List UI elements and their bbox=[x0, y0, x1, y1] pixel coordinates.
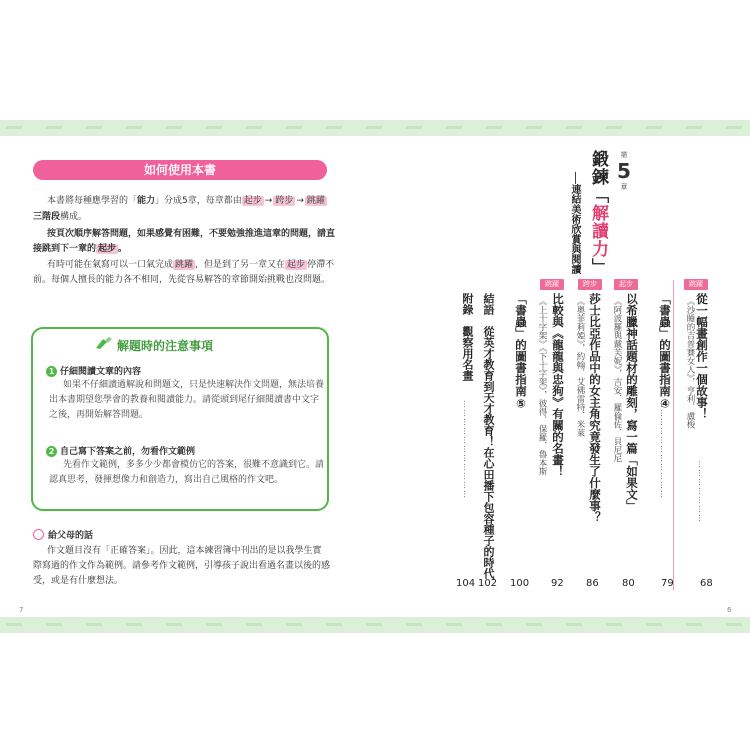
chapter-subtitle: ──連結美術欣賞與閱讀 bbox=[569, 172, 580, 275]
tips-title: 解題時的注意事項 bbox=[117, 339, 214, 353]
pencil-note-icon bbox=[95, 336, 113, 350]
chapter-number-block bbox=[612, 150, 636, 192]
tip-1-line: 之後，再開始解答問題。 bbox=[49, 410, 149, 420]
intro-paragraph bbox=[47, 194, 337, 209]
section-divider bbox=[673, 280, 674, 590]
note-line-1 bbox=[47, 258, 337, 273]
intro-text-a: 本書將每種應學習的「 bbox=[47, 196, 138, 206]
leader-dots: …………………………… bbox=[462, 400, 471, 499]
tip-2-heading bbox=[46, 444, 195, 457]
parents-title: 給父母的話 bbox=[48, 531, 94, 541]
chapter-zhang: 章 bbox=[620, 183, 628, 191]
step-tag: 跨步 bbox=[578, 279, 602, 290]
intro-text-e: 構成。 bbox=[60, 212, 88, 222]
step-label-1: 起步 bbox=[243, 196, 262, 206]
tip-1-title: 仔細閱讀文章的內容 bbox=[60, 367, 142, 377]
toc-page-number: 79 bbox=[661, 578, 674, 589]
toc-page-number: 104 bbox=[456, 578, 476, 589]
toc-page-number: 102 bbox=[478, 578, 498, 589]
chapter-number: 5 bbox=[617, 159, 631, 183]
toc-page-number: 80 bbox=[622, 578, 635, 589]
toc-page-number: 100 bbox=[510, 578, 530, 589]
step-tag: 跳躍 bbox=[540, 279, 564, 290]
rule-line-2 bbox=[33, 242, 333, 257]
tip-1-number: 1 bbox=[46, 366, 57, 377]
toc-page-number: 92 bbox=[551, 578, 564, 589]
toc-entry-title: 從一幅畫創作一個故事！ bbox=[695, 293, 709, 420]
toc-entry-title: 附錄 觀察用名畫 bbox=[461, 293, 474, 381]
intro-text-c: 」分成5章，每章都由 bbox=[155, 196, 242, 206]
chapter-title-b: 」 bbox=[588, 258, 608, 276]
toc-entry-title: 結語 從英才教育到天才教育！在心田播下包容種子的時代 bbox=[482, 293, 495, 579]
note-text-c: 停滯不 bbox=[307, 260, 335, 270]
left-page-number: 7 bbox=[19, 606, 24, 614]
toc-entry-title: 以希臘神話題材的雕刻，寫一篇「如果文」 bbox=[625, 293, 639, 512]
tip-2-title: 自己寫下答案之前，勿看作文範例 bbox=[60, 447, 196, 457]
parents-line: 作文題目沒有「正確答案」。因此，這本練習簿中刊出的是以我學生實 bbox=[47, 546, 322, 556]
note-step-jump: 跳躍 bbox=[175, 260, 194, 270]
tip-2-number: 2 bbox=[46, 446, 57, 457]
rule-step-label: 起步 bbox=[98, 244, 117, 254]
top-decorative-band bbox=[0, 120, 750, 136]
arrow-icon: → bbox=[264, 196, 273, 206]
note-text-a: 有時可能在氣寫可以一口氣完成 bbox=[47, 260, 174, 270]
step-label-3: 跳躍 bbox=[306, 196, 325, 206]
chapter-title bbox=[586, 150, 611, 276]
tips-box bbox=[31, 327, 329, 511]
toc-entry-subtitle: 《阿波羅與戴芙妮》，吉安．羅倫佐．貝尼尼 bbox=[612, 297, 622, 463]
note-step-start: 起步 bbox=[287, 260, 306, 270]
parents-line: 受，或是有什麼想法。 bbox=[33, 576, 124, 586]
toc-entry-title: 「書蟲」的圖書指南④ bbox=[658, 293, 672, 411]
toc-entry-title: 比較與《龍龍與忠狗》有關的名畫！ bbox=[551, 293, 565, 477]
toc-entry-subtitle: 《奧菲莉婭》，約翰．艾佛雷特．米萊 bbox=[575, 297, 585, 438]
chapter-title-highlight: 解讀力 bbox=[588, 204, 608, 258]
step-tag: 跳躍 bbox=[684, 279, 708, 290]
tip-2-body bbox=[49, 458, 325, 488]
tip-2-line: 認真思考，發揮想像力和創造力，寫出自己風格的作文吧。 bbox=[49, 475, 284, 485]
tip-1-line: 如果不仔細讀過解說和問題文，只是快速解決作文問題，無法培養 bbox=[63, 380, 325, 390]
tip-1-heading bbox=[46, 364, 141, 377]
note-text-b: ，但是到了另一章又在 bbox=[195, 260, 286, 270]
step-label-2: 跨步 bbox=[275, 196, 294, 206]
howto-title: 如何使用本書 bbox=[33, 160, 327, 180]
toc-entry-title: 莎士比亞作品中的女主角究竟發生了什麼事？ bbox=[588, 293, 602, 523]
arrow-icon: → bbox=[296, 196, 304, 206]
leader-dots: …………………………… bbox=[659, 400, 668, 499]
right-page-number: 6 bbox=[727, 606, 732, 614]
tip-1-body bbox=[49, 378, 325, 423]
intro-paragraph-2 bbox=[33, 210, 333, 225]
toc-entry-subtitle: 《上十字架》《下十字架》，彼得．保羅．魯本斯 bbox=[537, 297, 547, 476]
rule-line-1: 按頁次順序解答問題，如果感覺有困難，不要勉強推進這章的問題，請直 bbox=[47, 229, 336, 239]
tip-2-line: 先看作文範例，多多少少都會模仿它的答案，很難不意識到它。請 bbox=[63, 460, 325, 470]
rule-text-b: 接跳到下一章的 bbox=[33, 244, 97, 254]
chapter-di: 第 bbox=[620, 151, 628, 159]
toc-entry-title: 「書蟲」的圖書指南⑤ bbox=[514, 293, 528, 411]
leader-dots: ………………… bbox=[697, 460, 706, 523]
tip-1-line: 出本書期望您學會的教養和閱讀能力。請從頭到尾仔細閱讀書中文字 bbox=[49, 395, 320, 405]
toc-entry-subtitle: 《沙睡的吉普賽女人》，亨利．盧梭 bbox=[685, 297, 695, 429]
intro-ability: 能力 bbox=[137, 196, 156, 206]
toc-page-number: 86 bbox=[586, 578, 599, 589]
step-tag: 起步 bbox=[614, 279, 638, 290]
intro-three-stages: 三階段 bbox=[33, 212, 61, 222]
toc-page-number: 68 bbox=[700, 578, 713, 589]
rule-text-c: 。 bbox=[118, 244, 128, 254]
bottom-decorative-band bbox=[0, 617, 750, 633]
note-line-2: 前。每個人擅長的能力各不相同，先從容易解答的章節開始挑戰也沒問題。 bbox=[33, 275, 331, 285]
chapter-title-a: 鍛鍊「 bbox=[588, 150, 608, 204]
parents-line: 際寫過的作文作為範例。請參考作文範例，引導孩子說出看過名畫以後的感 bbox=[33, 561, 331, 571]
smile-icon bbox=[33, 529, 44, 540]
